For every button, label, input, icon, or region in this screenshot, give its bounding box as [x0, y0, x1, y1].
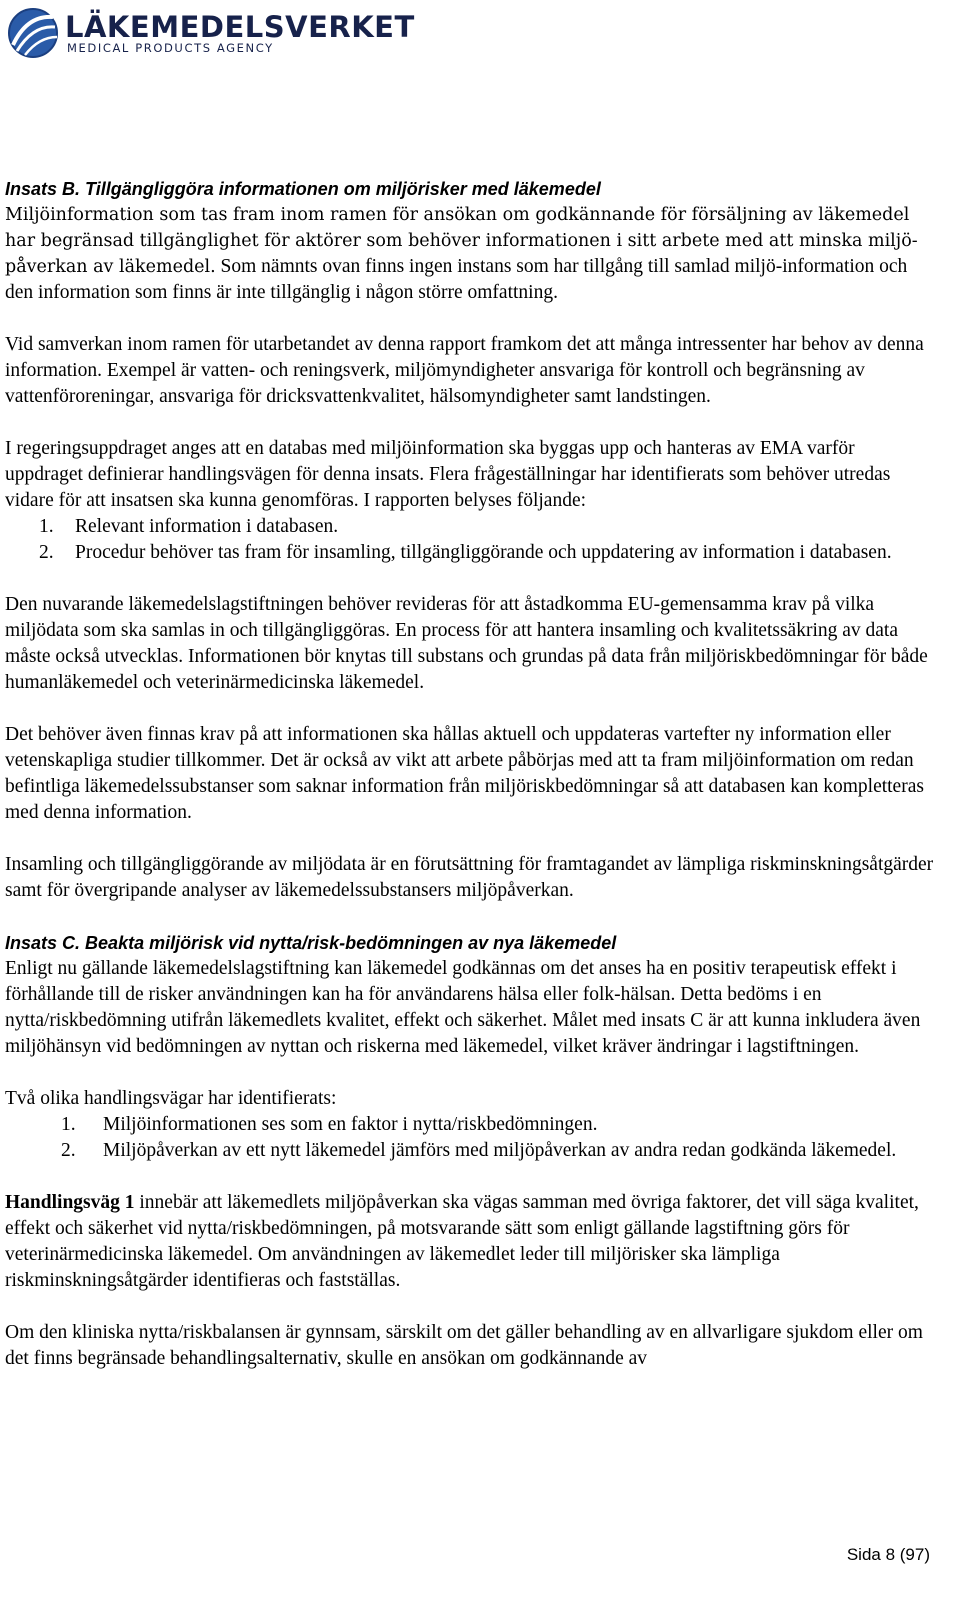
bold-term: Handlingsväg 1: [5, 1192, 135, 1213]
list-item: [5, 1112, 935, 1138]
list-text: Relevant information i databasen.: [75, 516, 339, 537]
section-title: Tillgängliggöra informationen om miljörisker med läkemedel: [85, 179, 601, 199]
paragraph: Den nuvarande läkemedelslagstiftningen behöver revideras för att åstadkomma EU-gemensamma krav på vilka miljödata som ska samlas in och tillgängliggöras. En process för att hantera insamling och kvalitetssäkring av data måste också utvecklas. Informationen bör knytas till substans och grundas på data från miljöriskbedömningar för både humanläkemedel och veterinärmedicinska läkemedel.: [5, 594, 928, 693]
list-number: 2.: [61, 1140, 76, 1161]
paragraph-sans-segment: Miljöinformation som tas fram inom ramen för ansökan om godkännande för försäljning av läkemedel har begränsad tillgänglighet för aktörer som behöver informationen i sitt arbete med att minska miljö-påverkan av läkemedel.: [5, 205, 918, 277]
list-item: [5, 514, 935, 540]
paragraph: Vid samverkan inom ramen för utarbetandet av denna rapport framkom det att många intressenter har behov av denna information. Exempel är vatten- och reningsverk, miljömyndigheter ansvariga för kontroll och begränsning av vattenföroreningar, ansvariga för dricksvattenkvalitet, hälsomyndigheter samt landstingen.: [5, 334, 924, 407]
document-body: [5, 176, 935, 1398]
agency-logo: [5, 5, 415, 61]
list-number: 2.: [39, 542, 54, 563]
list-item: [5, 540, 935, 566]
paragraph: Enligt nu gällande läkemedelslagstiftning kan läkemedel godkännas om det anses ha en positiv terapeutisk effekt i förhållande till de risker användningen kan ha för användarens hälsa eller folk-hälsan. Detta bedöms i en nytta/riskbedömning utifrån läkemedlets kvalitet, effekt och säkerhet. Målet med insats C är att kunna inkludera även miljöhänsyn vid bedömningen av nyttan och riskerna med läkemedel, vilket kräver ändringar i lagstiftningen.: [5, 958, 921, 1057]
paragraph-serif-segment: Som nämnts ovan finns ingen instans som har tillgång till samlad miljö-information och den information som finns är inte tillgänglig i någon större omfattning.: [5, 256, 908, 303]
paragraph: Två olika handlingsvägar har identifierats:: [5, 1088, 337, 1109]
logo-subtitle: MEDICAL PRODUCTS AGENCY: [67, 41, 274, 55]
paragraph: [5, 1190, 935, 1294]
list-number: 1.: [39, 516, 54, 537]
paragraph: Om den kliniska nytta/riskbalansen är gynnsam, särskilt om det gäller behandling av en allvarligare sjukdom eller om det finns begränsade behandlingsalternativ, skulle en ansökan om godkännande av: [5, 1322, 923, 1369]
list-text: Procedur behöver tas fram för insamling, tillgängliggörande och uppdatering av information i databasen.: [75, 542, 892, 563]
section-heading-insats-c: [5, 930, 935, 956]
paragraph: [5, 202, 935, 306]
numbered-list: [5, 1112, 935, 1164]
paragraph: I regeringsuppdraget anges att en databas med miljöinformation ska byggas upp och hanteras av EMA varför uppdraget definierar handlingsvägen för denna insats. Flera frågeställningar har identifierats som behöver utredas vidare för att insatsen ska kunna genomföras. I rapporten belyses följande:: [5, 438, 891, 511]
section-title: Beakta miljörisk vid nytta/risk-bedömningen av nya läkemedel: [85, 933, 617, 953]
section-label: Insats C.: [5, 933, 81, 953]
logo-wordmark: LÄKEMEDELSVERKET: [65, 10, 415, 44]
paragraph: Det behöver även finnas krav på att informationen ska hållas aktuell och uppdateras vartefter ny information eller vetenskapliga studier tillkommer. Det är också av vikt att arbete påbörjas med att ta fram miljöinformation om redan befintliga läkemedelssubstanser som saknar information från miljöriskbedömningar så att databasen kan kompletteras med denna information.: [5, 724, 924, 823]
page-number: Sida 8 (97): [846, 1545, 930, 1564]
list-item: [5, 1138, 935, 1164]
list-text: Miljöinformationen ses som en faktor i nytta/riskbedömningen.: [103, 1114, 598, 1135]
section-label: Insats B.: [5, 179, 81, 199]
numbered-list: [5, 514, 935, 566]
paragraph: Insamling och tillgängliggörande av miljödata är en förutsättning för framtagandet av lämpliga riskminskningsåtgärder samt för övergripande analyser av läkemedelssubstansers miljöpåverkan.: [5, 854, 934, 901]
list-number: 1.: [61, 1114, 76, 1135]
list-text: Miljöpåverkan av ett nytt läkemedel jämförs med miljöpåverkan av andra redan godkända läkemedel.: [103, 1140, 897, 1161]
paragraph-text: innebär att läkemedlets miljöpåverkan ska vägas samman med övriga faktorer, det vill säga kvalitet, effekt och säkerhet vid nytta/riskbedömningen, på motsvarande sätt som enligt gällande lagstiftning görs för veterinärmedicinska läkemedel. Om användningen av läkemedlet leder till miljörisker ska lämpliga riskminskningsåtgärder identifieras och fastställas.: [5, 1192, 919, 1291]
section-heading-insats-b: [5, 176, 935, 202]
agency-emblem-icon: [5, 5, 63, 61]
